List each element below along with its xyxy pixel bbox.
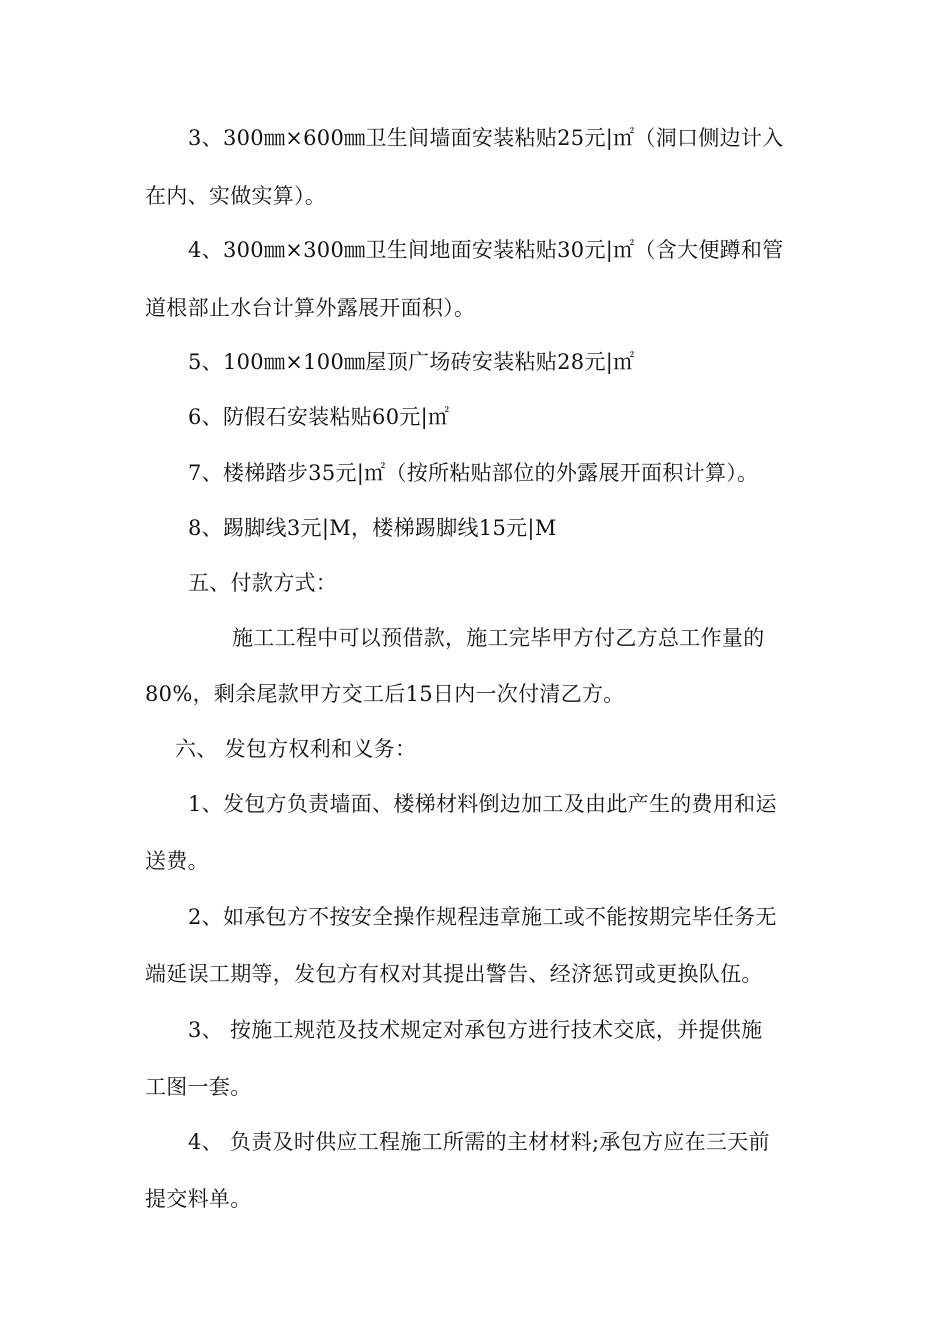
text-line: 端延误工期等，发包方有权对其提出警告、经济惩罚或更换队伍。: [145, 962, 763, 986]
text-line: 4、300㎜×300㎜卫生间地面安装粘贴30元|㎡（含大便蹲和管: [188, 238, 784, 262]
text-line: 4、 负责及时供应工程施工所需的主材材料;承包方应在三天前: [188, 1130, 770, 1154]
text-line: 施工工程中可以预借款，施工完毕甲方付乙方总工作量的: [232, 626, 765, 650]
text-line: 道根部止水台计算外露展开面积）。: [145, 296, 476, 320]
text-line: 8、踢脚线3元|M，楼梯踢脚线15元|M: [188, 516, 557, 540]
text-line: 提交料单。: [145, 1187, 252, 1211]
text-line: 80%，剩余尾款甲方交工后15日内一次付清乙方。: [145, 682, 625, 706]
section-heading: 六、 发包方权利和义务：: [175, 737, 417, 761]
text-line: 5、100㎜×100㎜屋顶广场砖安装粘贴28元|㎡: [188, 350, 635, 374]
section-heading: 五、付款方式：: [188, 571, 338, 595]
text-line: 在内、实做实算）。: [145, 184, 327, 208]
text-line: 6、防假石安装粘贴60元|㎡: [188, 405, 450, 429]
text-line: 工图一套。: [145, 1075, 252, 1099]
text-line: 1、发包方负责墙面、楼梯材料倒边加工及由此产生的费用和运: [188, 792, 777, 816]
text-line: 送费。: [145, 849, 209, 873]
text-line: 7、楼梯踏步35元|㎡（按所粘贴部位的外露展开面积计算）。: [188, 461, 759, 485]
text-line: 3、 按施工规范及技术规定对承包方进行技术交底，并提供施: [188, 1018, 763, 1042]
text-line: 2、如承包方不按安全操作规程违章施工或不能按期完毕任务无: [188, 905, 777, 929]
text-line: 3、300㎜×600㎜卫生间墙面安装粘贴25元|㎡（洞口侧边计入: [188, 126, 784, 150]
